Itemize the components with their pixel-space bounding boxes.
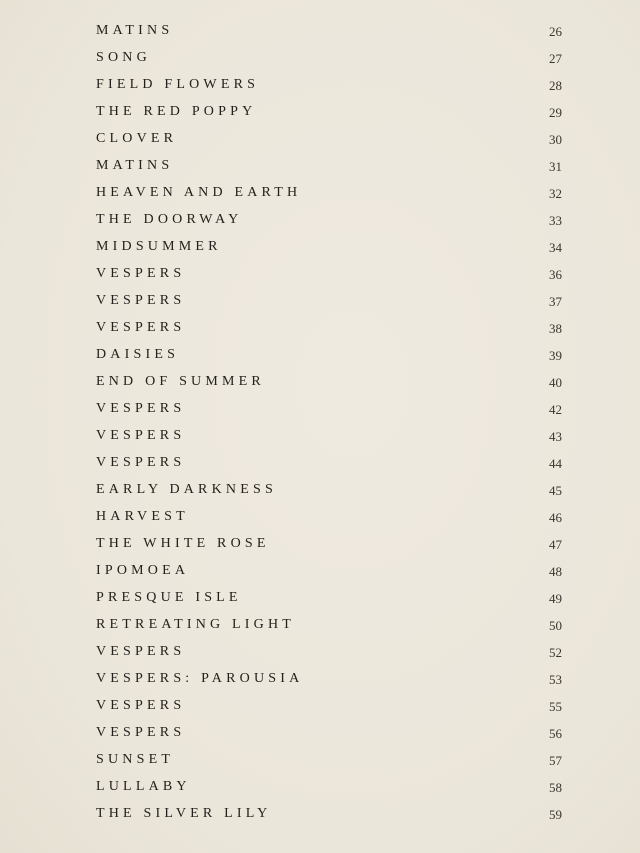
toc-entry	[96, 287, 566, 314]
toc-entry-title: VESPERS	[96, 455, 186, 470]
toc-entry	[96, 557, 566, 584]
toc-entry-page-number: 37	[549, 294, 562, 309]
toc-entry-title: FIELD FLOWERS	[96, 77, 260, 92]
toc-entry	[96, 422, 566, 449]
toc-entry-page-number: 29	[549, 105, 562, 120]
toc-entry-title: LULLABY	[96, 779, 191, 794]
toc-entry	[96, 476, 566, 503]
toc-entry-page-number: 59	[549, 807, 562, 822]
toc-entry-title: MATINS	[96, 23, 174, 38]
toc-entry-page-number: 50	[549, 618, 562, 633]
toc-entry-page-number: 38	[549, 321, 562, 336]
toc-entry-page-number: 49	[549, 591, 562, 606]
toc-entry-title: IPOMOEA	[96, 563, 190, 578]
toc-entry-page-number: 56	[549, 726, 562, 741]
toc-entry	[96, 773, 566, 800]
toc-entry	[96, 584, 566, 611]
toc-entry-title: PRESQUE ISLE	[96, 590, 242, 605]
toc-entry	[96, 719, 566, 746]
toc-entry-page-number: 33	[549, 213, 562, 228]
toc-entry-page-number: 55	[549, 699, 562, 714]
toc-entry-page-number: 42	[549, 402, 562, 417]
toc-entry-title: VESPERS	[96, 644, 186, 659]
toc-entry-page-number: 32	[549, 186, 562, 201]
toc-entry-page-number: 57	[549, 753, 562, 768]
toc-entry-page-number: 43	[549, 429, 562, 444]
toc-entry	[96, 152, 566, 179]
toc-entry-page-number: 47	[549, 537, 562, 552]
toc-entry-page-number: 30	[549, 132, 562, 147]
toc-entry	[96, 206, 566, 233]
toc-entry-title: THE RED POPPY	[96, 104, 257, 119]
toc-entry-page-number: 39	[549, 348, 562, 363]
toc-entry-page-number: 34	[549, 240, 562, 255]
toc-entry-title: VESPERS	[96, 428, 186, 443]
toc-entry-title: EARLY DARKNESS	[96, 482, 277, 497]
toc-entry	[96, 98, 566, 125]
toc-entry	[96, 179, 566, 206]
toc-entry-page-number: 31	[549, 159, 562, 174]
toc-entry	[96, 530, 566, 557]
toc-entry-title: VESPERS	[96, 293, 186, 308]
toc-entry	[96, 665, 566, 692]
toc-entry	[96, 503, 566, 530]
toc-entry-page-number: 27	[549, 51, 562, 66]
table-of-contents	[96, 17, 566, 827]
toc-entry-page-number: 48	[549, 564, 562, 579]
toc-entry	[96, 44, 566, 71]
toc-entry	[96, 341, 566, 368]
toc-entry	[96, 611, 566, 638]
toc-entry	[96, 125, 566, 152]
toc-entry-title: CLOVER	[96, 131, 178, 146]
toc-entry	[96, 71, 566, 98]
toc-entry-title: THE WHITE ROSE	[96, 536, 270, 551]
toc-entry	[96, 800, 566, 827]
toc-entry-title: MATINS	[96, 158, 174, 173]
toc-entry-title: VESPERS	[96, 698, 186, 713]
toc-entry	[96, 17, 566, 44]
toc-entry-title: HARVEST	[96, 509, 189, 524]
toc-entry-page-number: 53	[549, 672, 562, 687]
toc-entry	[96, 260, 566, 287]
toc-entry	[96, 638, 566, 665]
toc-entry	[96, 692, 566, 719]
toc-entry-page-number: 44	[549, 456, 562, 471]
toc-entry-title: SONG	[96, 50, 151, 65]
toc-entry-title: VESPERS	[96, 725, 186, 740]
toc-entry-page-number: 40	[549, 375, 562, 390]
toc-entry-title: RETREATING LIGHT	[96, 617, 296, 632]
toc-entry-title: END OF SUMMER	[96, 374, 265, 389]
toc-entry	[96, 233, 566, 260]
toc-entry	[96, 746, 566, 773]
toc-entry-page-number: 58	[549, 780, 562, 795]
toc-entry-page-number: 45	[549, 483, 562, 498]
toc-entry-title: VESPERS: PAROUSIA	[96, 671, 304, 686]
toc-entry-title: VESPERS	[96, 401, 186, 416]
toc-entry-title: DAISIES	[96, 347, 180, 362]
toc-entry-page-number: 36	[549, 267, 562, 282]
toc-entry-title: THE DOORWAY	[96, 212, 243, 227]
toc-entry	[96, 449, 566, 476]
toc-entry-title: VESPERS	[96, 266, 186, 281]
toc-entry-page-number: 52	[549, 645, 562, 660]
toc-entry-page-number: 46	[549, 510, 562, 525]
toc-entry-title: SUNSET	[96, 752, 175, 767]
toc-entry-page-number: 28	[549, 78, 562, 93]
toc-entry-title: THE SILVER LILY	[96, 806, 272, 821]
toc-entry-title: VESPERS	[96, 320, 186, 335]
toc-entry	[96, 395, 566, 422]
toc-entry-title: MIDSUMMER	[96, 239, 222, 254]
toc-entry-title: HEAVEN AND EARTH	[96, 185, 302, 200]
toc-entry	[96, 314, 566, 341]
toc-entry	[96, 368, 566, 395]
toc-entry-page-number: 26	[549, 24, 562, 39]
